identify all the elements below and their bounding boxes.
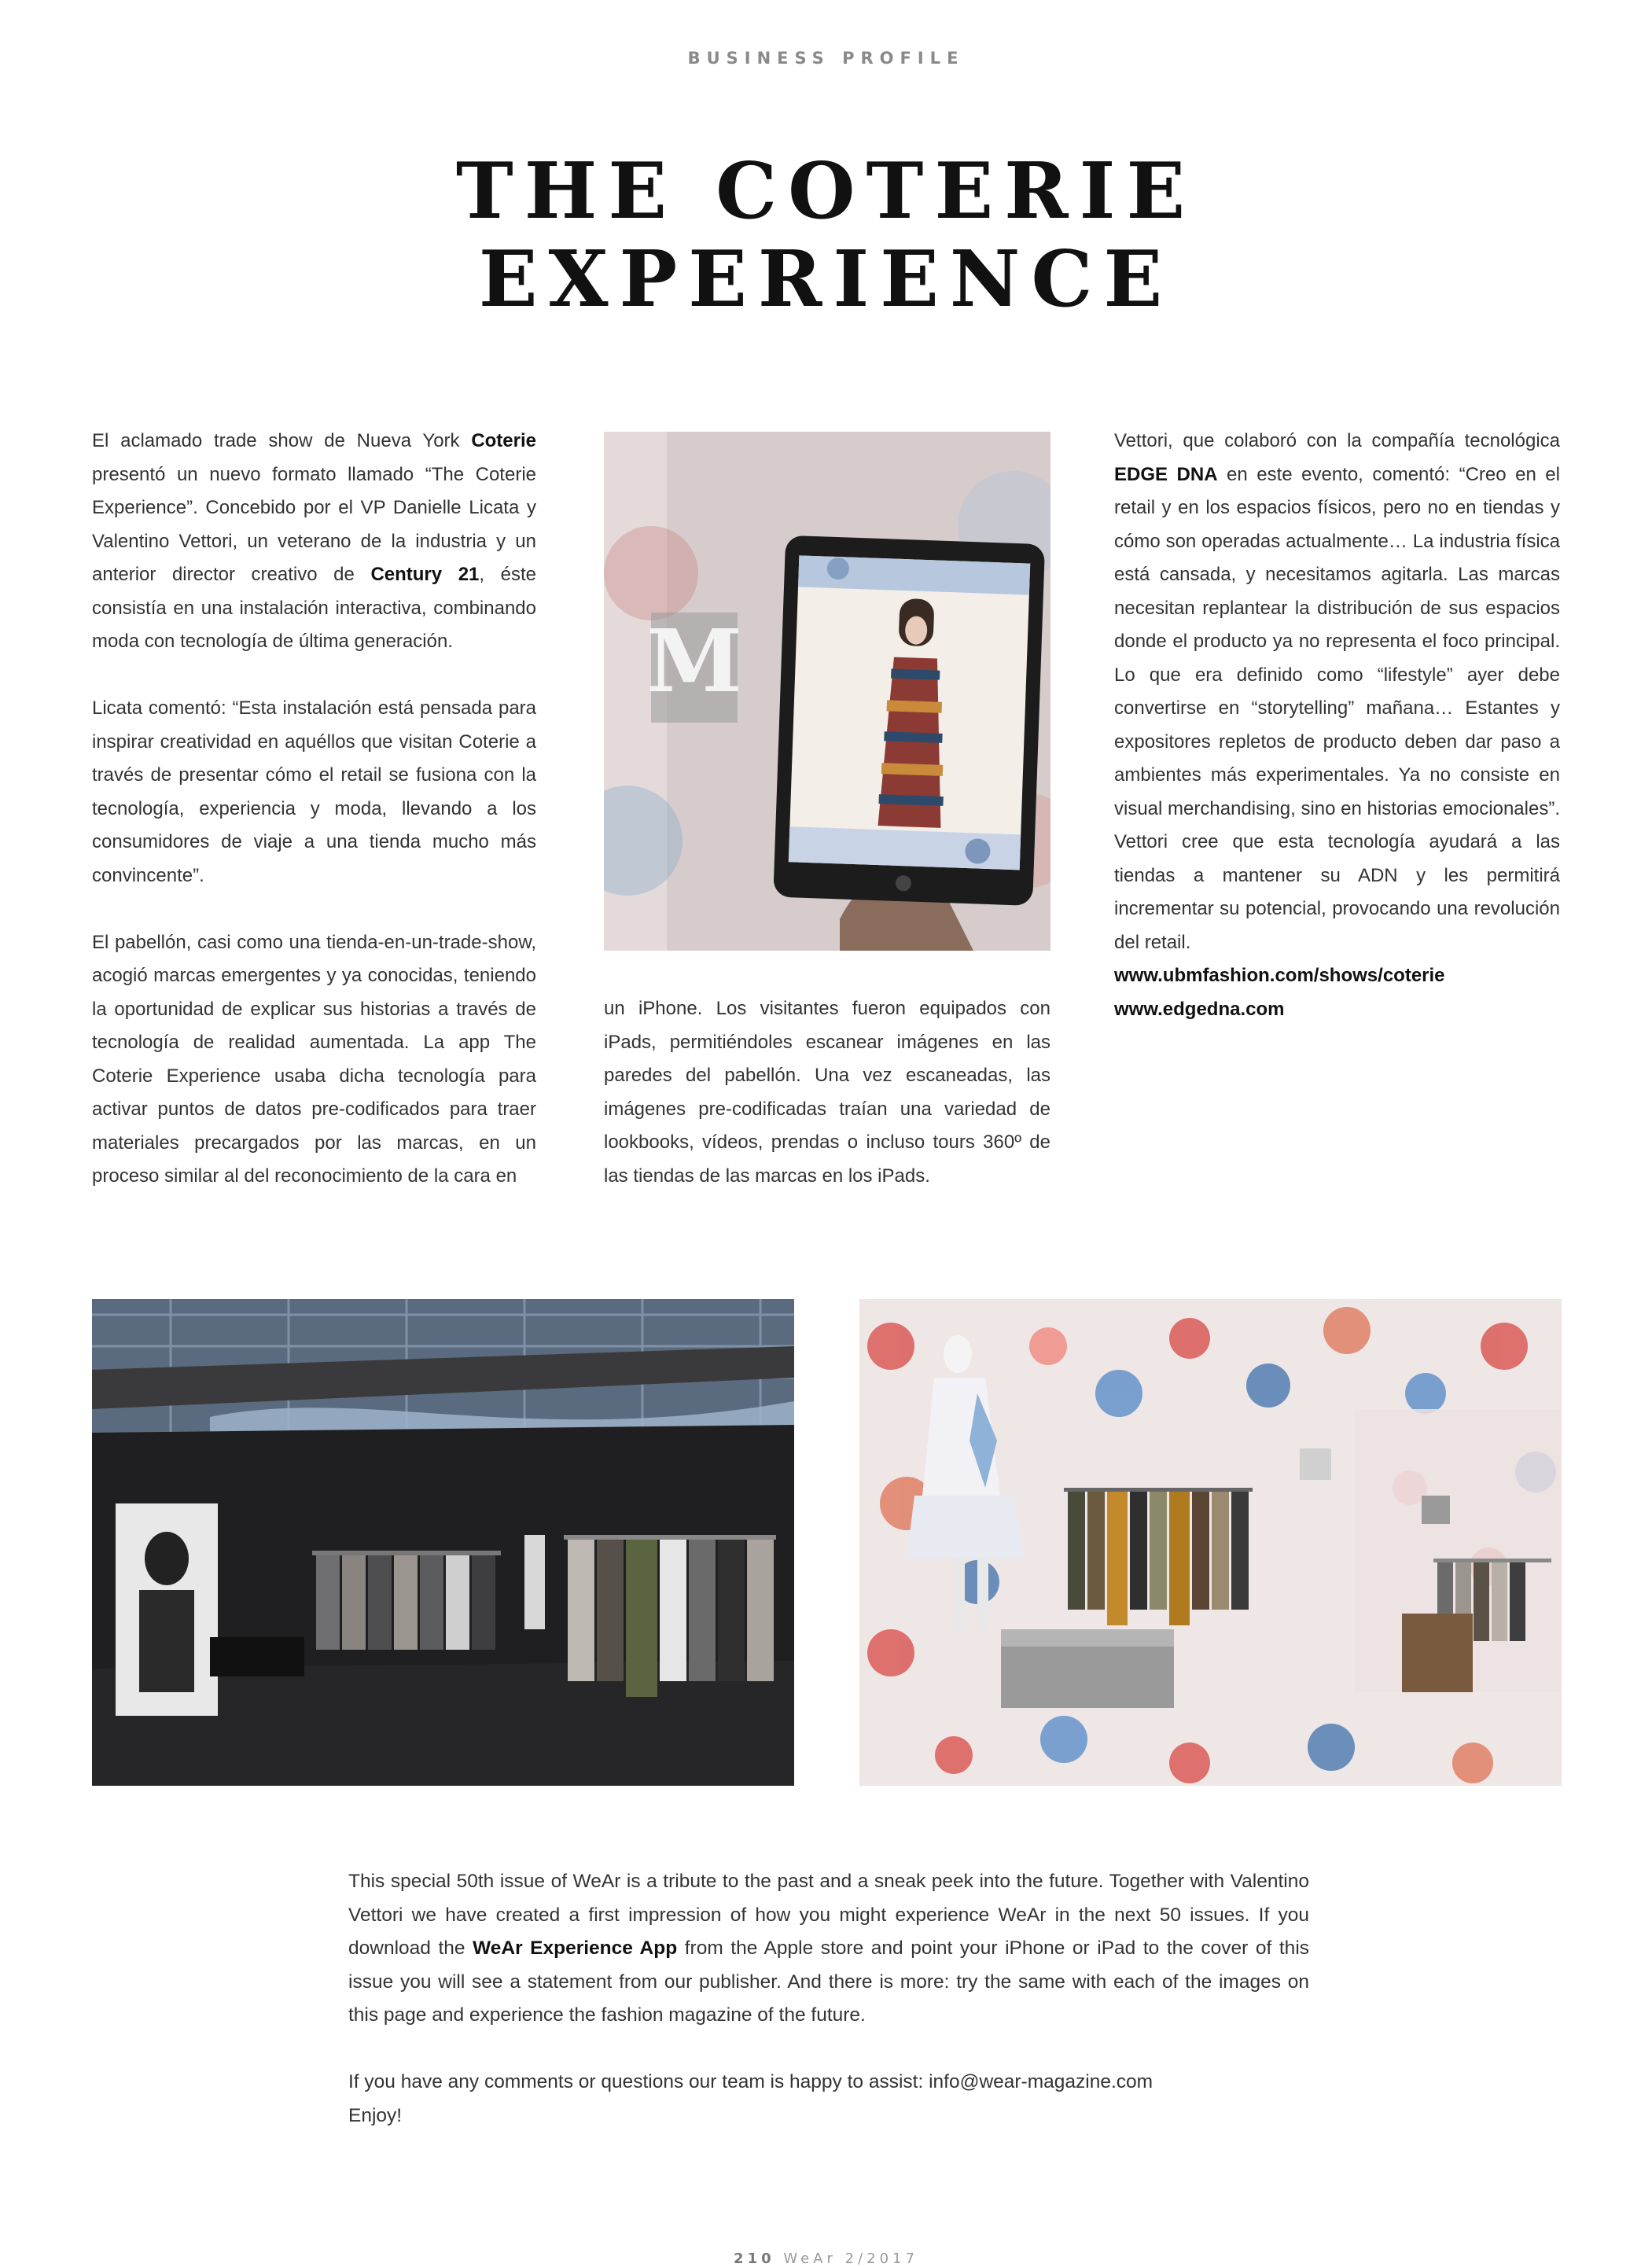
paragraph-5: Vettori, que colaboró con la compañía tecnológica EDGE DNA en este evento, comentó: “Creo en el retail y en los espacios físicos, pero no en tiendas y cómo son operadas actualmente… La industria física está cansada, y necesitamos agitarla. Las marcas necesitan replantear la distribución de sus espacios donde el producto ya no representa el foco principal. Lo que era definido como “lifestyle” ayer debe convertirse en “storytelling” mañana… Estantes y expositores repletos de producto deben dar paso a ambientes más experimentales. Ya no consiste en visual merchandising, sino en historias emocionales”. Vettori cree que esta tecnología ayudará a las tiendas a mantener su ADN y les permitirá incrementar su potencial, provocando una revolución del retail.: [1114, 430, 1560, 953]
article-column-middle: [604, 992, 1050, 1193]
brand-century-21: Century 21: [370, 564, 480, 585]
brand-m-logo: M: [646, 610, 742, 712]
ipad-ar-photo: [604, 432, 1050, 951]
title-line-2: EXPERIENCE: [478, 234, 1174, 325]
enjoy-text: Enjoy!: [348, 2104, 403, 2126]
paragraph-3: El pabellón, casi como una tienda-en-un-trade-show, acogió marcas emergentes y ya conocidas, teniendo la oportunidad de explicar sus historias a través de tecnología de realidad aumentada. La app The Coterie Experience usaba dicha tecnología para activar puntos de datos pre-codificados para traer materiales precargados por las marcas, en un proceso similar al del reconocimiento de la cara en: [92, 931, 536, 1187]
paragraph-1: El aclamado trade show de Nueva York Coterie presentó un nuevo formato llamado “The Coterie Experience”. Concebido por el VP Danielle Licata y Valentino Vettori, un veterano de la industria y un anterior director creativo de Century 21, éste consistía en una instalación interactiva, combinando moda con tecnología de última generación.: [92, 430, 536, 652]
paragraph-4: un iPhone. Los visitantes fueron equipados con iPads, permitiéndoles escanear imágenes en las paredes del pabellón. Una vez escaneadas, las imágenes pre-codificadas traían una variedad de lookbooks, vídeos, prendas o incluso tours 360º de las tiendas de las marcas en los iPads.: [604, 998, 1050, 1187]
section-label: BUSINESS PROFILE: [687, 49, 965, 68]
title-line-1: THE COTERIE: [455, 146, 1197, 237]
editor-note-paragraph-1: This special 50th issue of WeAr is a tribute to the past and a sneak peek into the future. Together with Valentino Vettori we have created a first impression of how you might experience WeAr in the next 50 issues. If you download the WeAr Experience App from the Apple store and point your iPhone or iPad to the cover of this issue you will see a statement from our publisher. And there is more: try the same with each of the images on this page and experience the fashion magazine of the future.: [348, 1871, 1310, 2026]
issue-label: WeAr 2/2017: [783, 2250, 918, 2267]
editor-note-paragraph-2: If you have any comments or questions our team is happy to assist: info@wear-magazine.com Enjoy!: [348, 2071, 1153, 2126]
brand-coterie: Coterie: [471, 430, 536, 451]
link-ubmfashion[interactable]: www.ubmfashion.com/shows/coterie: [1114, 965, 1445, 986]
paragraph-2: Licata comentó: “Esta instalación está pensada para inspirar creatividad en aquéllos que visitan Coterie a través de presentar cómo el retail se fusiona con la tecnología, experiencia y moda, llevando a los consumidores de viaje a una tienda mucho más convincente”.: [92, 697, 536, 886]
link-edgedna[interactable]: www.edgedna.com: [1114, 998, 1285, 1020]
editor-note: [348, 1865, 1309, 2133]
article-column-right: [1114, 425, 1560, 1026]
page-number: 210: [734, 2250, 775, 2267]
article-column-left: [92, 425, 536, 1194]
article-title: [0, 148, 1652, 324]
floral-booth-photo: [859, 1299, 1562, 1786]
booth-racks-photo: [92, 1299, 794, 1786]
brand-edge-dna: EDGE DNA: [1114, 463, 1218, 485]
wear-app-name: WeAr Experience App: [473, 1938, 678, 1959]
